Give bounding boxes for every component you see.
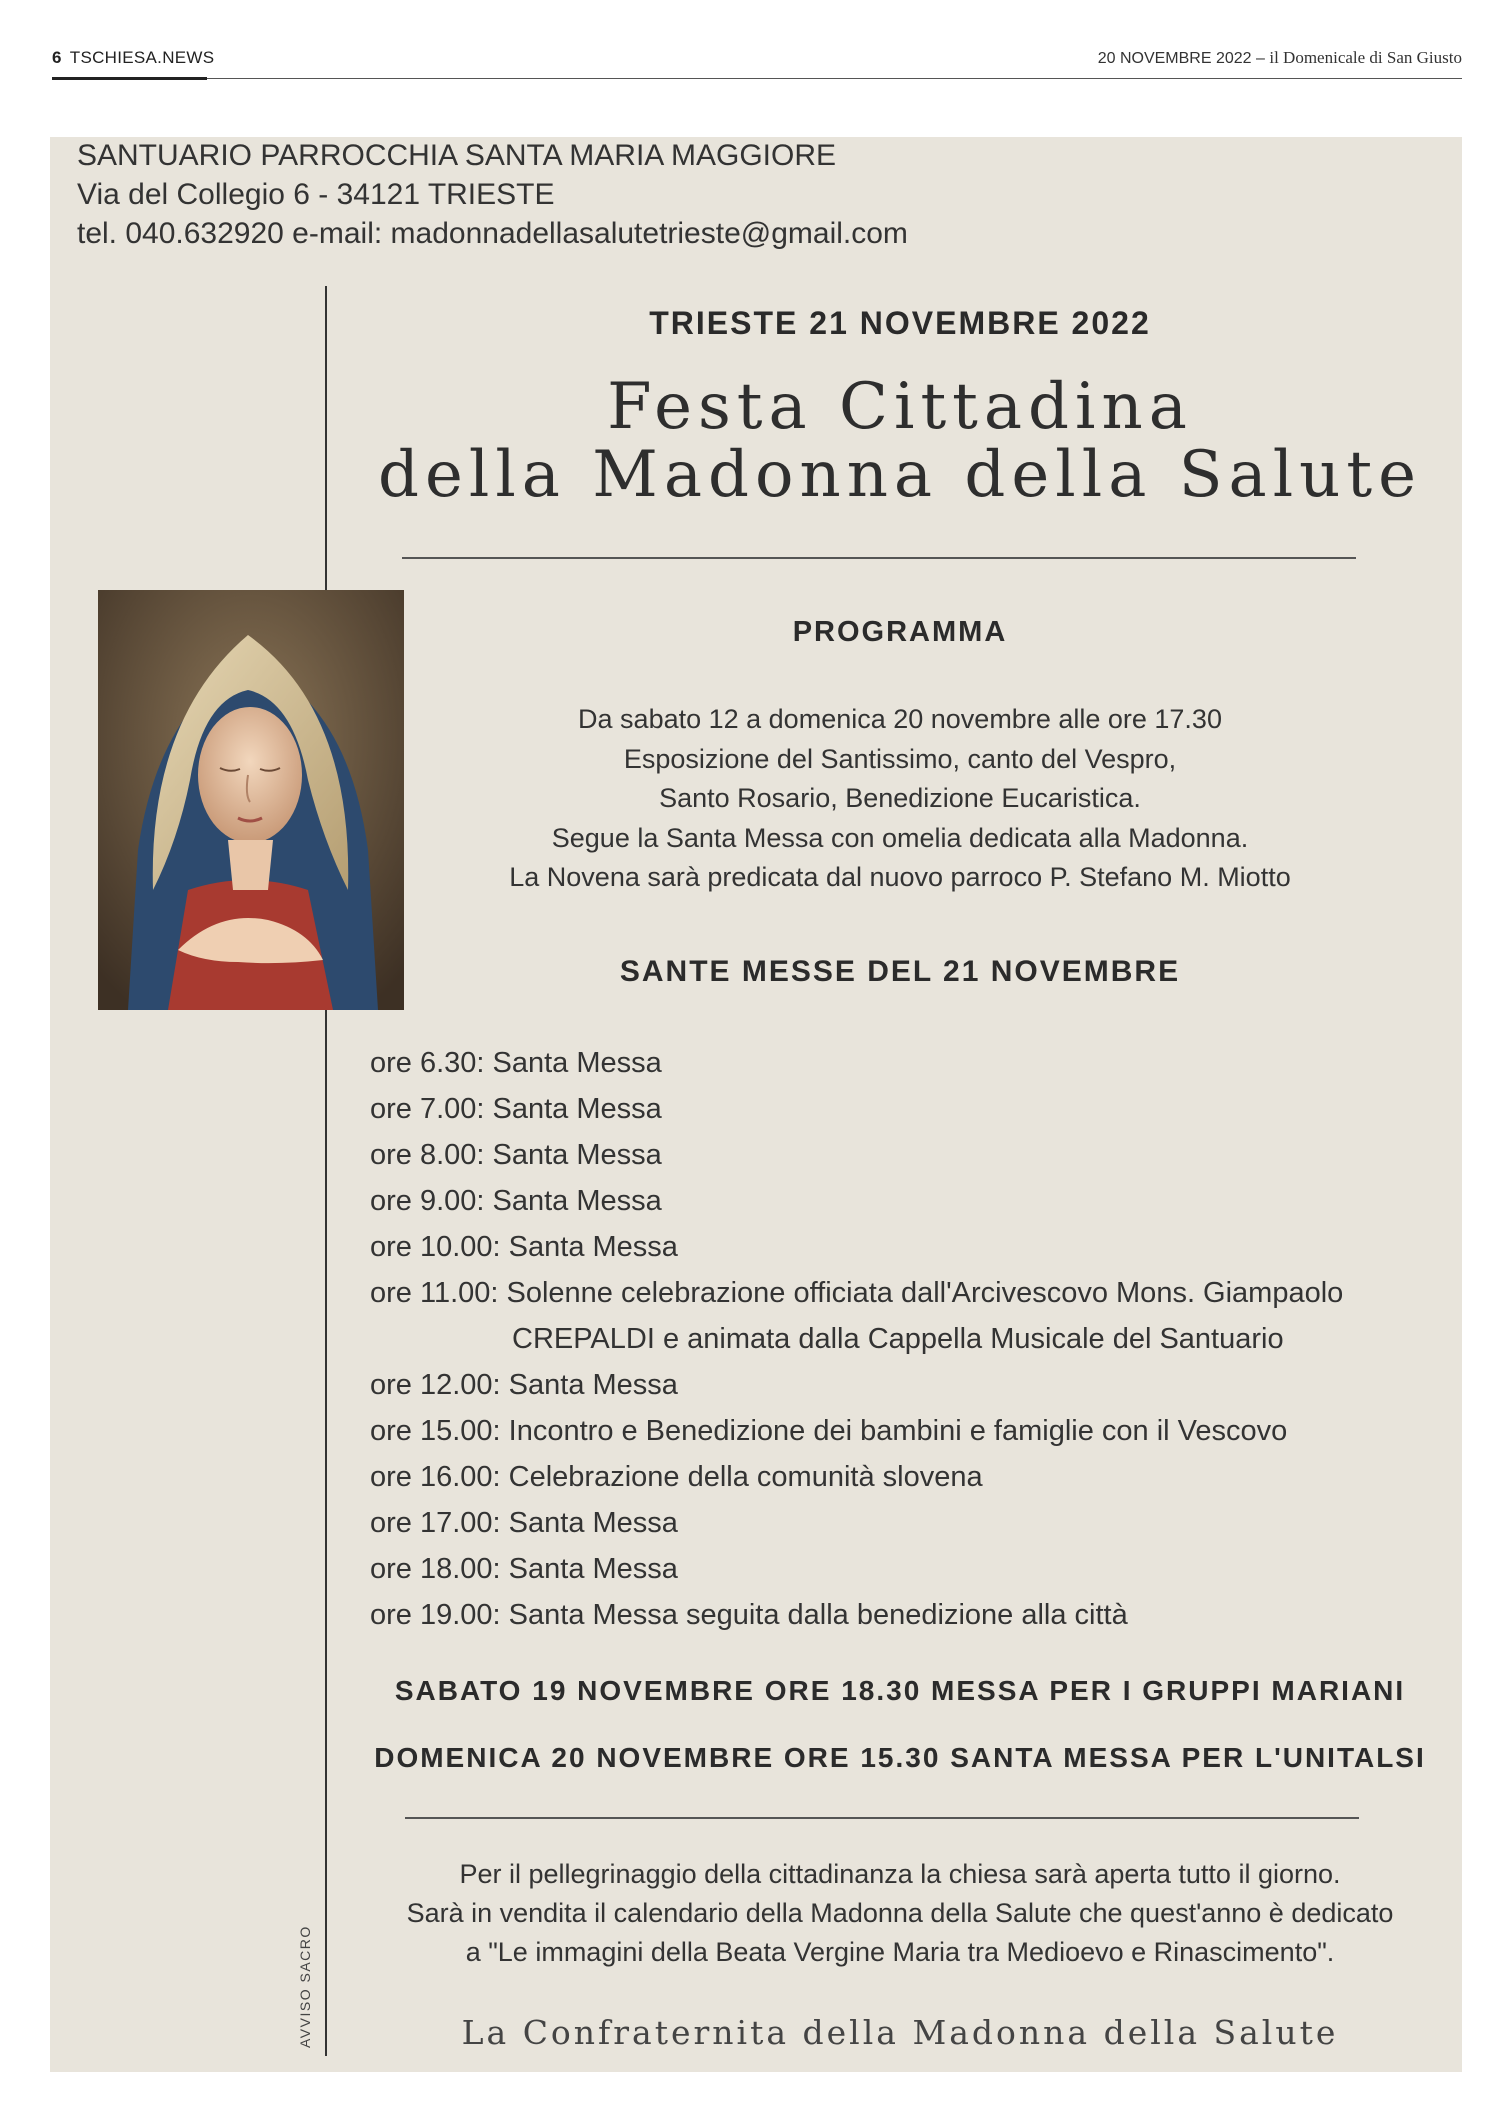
issue-date: 20 NOVEMBRE 2022 – (1097, 50, 1270, 67)
title-divider (402, 557, 1356, 559)
organization-address: Via del Collegio 6 - 34121 TRIESTE (77, 178, 555, 211)
face (198, 707, 302, 843)
site-name: TSCHIESA.NEWS (69, 48, 215, 67)
header-left (52, 48, 214, 68)
schedule-item: ore 16.00: Celebrazione della comunità slovena (370, 1461, 983, 1493)
publication-name: il Domenicale di San Giusto (1269, 48, 1462, 67)
programma-text (340, 700, 1460, 898)
page-header (52, 42, 1462, 78)
closing-divider (405, 1817, 1359, 1819)
organization-block (77, 136, 908, 253)
event-date-heading: TRIESTE 21 NOVEMBRE 2022 (649, 305, 1151, 341)
page-number: 6 (52, 48, 62, 67)
header-rule-accent (52, 77, 207, 80)
schedule-item: ore 18.00: Santa Messa (370, 1553, 678, 1585)
closing-notes (340, 1855, 1460, 1972)
event-title-line2: della Madonna della Salute (378, 438, 1422, 512)
schedule-item: ore 8.00: Santa Messa (370, 1139, 662, 1171)
schedule-item: ore 15.00: Incontro e Benedizione dei bambini e famiglie con il Vescovo (370, 1415, 1288, 1447)
programma-line: Segue la Santa Messa con omelia dedicata alla Madonna. (551, 822, 1249, 853)
schedule-item: ore 17.00: Santa Messa (370, 1507, 678, 1539)
vertical-divider (325, 286, 327, 2056)
closing-line: a "Le immagini della Beata Vergine Maria tra Medioevo e Rinascimento". (465, 1937, 1335, 1967)
schedule-item: ore 11.00: Solenne celebrazione officiata dall'Arcivescovo Mons. Giampaolo (370, 1277, 1344, 1309)
mass-schedule (370, 1040, 1460, 1638)
closing-line: Sarà in vendita il calendario della Madonna della Salute che quest'anno è dedicato (406, 1898, 1394, 1928)
extra-event-saturday: SABATO 19 NOVEMBRE ORE 18.30 MESSA PER I GRUPPI MARIANI (394, 1675, 1406, 1706)
organization-contact: tel. 040.632920 e-mail: madonnadellasalutetrieste@gmail.com (77, 217, 908, 250)
sante-messe-heading: SANTE MESSE DEL 21 NOVEMBRE (619, 955, 1181, 988)
programma-line: Esposizione del Santissimo, canto del Vespro, (623, 743, 1177, 774)
schedule-item: ore 6.30: Santa Messa (370, 1047, 662, 1079)
header-right (1098, 48, 1462, 68)
neck (228, 840, 273, 890)
schedule-item-continuation: CREPALDI e animata dalla Cappella Musicale del Santuario (512, 1323, 1284, 1355)
closing-line: Per il pellegrinaggio della cittadinanza la chiesa sarà aperta tutto il giorno. (459, 1859, 1341, 1889)
organization-name: SANTUARIO PARROCCHIA SANTA MARIA MAGGIORE (77, 139, 837, 172)
signature: La Confraternita della Madonna della Salute (461, 2013, 1339, 2052)
schedule-item: ore 7.00: Santa Messa (370, 1093, 662, 1125)
side-label: AVVISO SACRO (297, 1925, 313, 2048)
programma-line: La Novena sarà predicata dal nuovo parroco P. Stefano M. Miotto (509, 862, 1291, 892)
schedule-item: ore 10.00: Santa Messa (370, 1231, 678, 1263)
schedule-item: ore 19.00: Santa Messa seguita dalla benedizione alla città (370, 1599, 1128, 1631)
header-rule (52, 78, 1462, 79)
schedule-item: ore 12.00: Santa Messa (370, 1369, 678, 1401)
event-title-line1: Festa Cittadina (607, 370, 1193, 444)
programma-line: Da sabato 12 a domenica 20 novembre alle ore 17.30 (578, 704, 1222, 734)
extra-event-sunday: DOMENICA 20 NOVEMBRE ORE 15.30 SANTA MESSA PER L'UNITALSI (374, 1742, 1426, 1773)
programma-heading: PROGRAMMA (792, 616, 1008, 648)
schedule-item: ore 9.00: Santa Messa (370, 1185, 662, 1217)
programma-line: Santo Rosario, Benedizione Eucaristica. (659, 783, 1141, 813)
